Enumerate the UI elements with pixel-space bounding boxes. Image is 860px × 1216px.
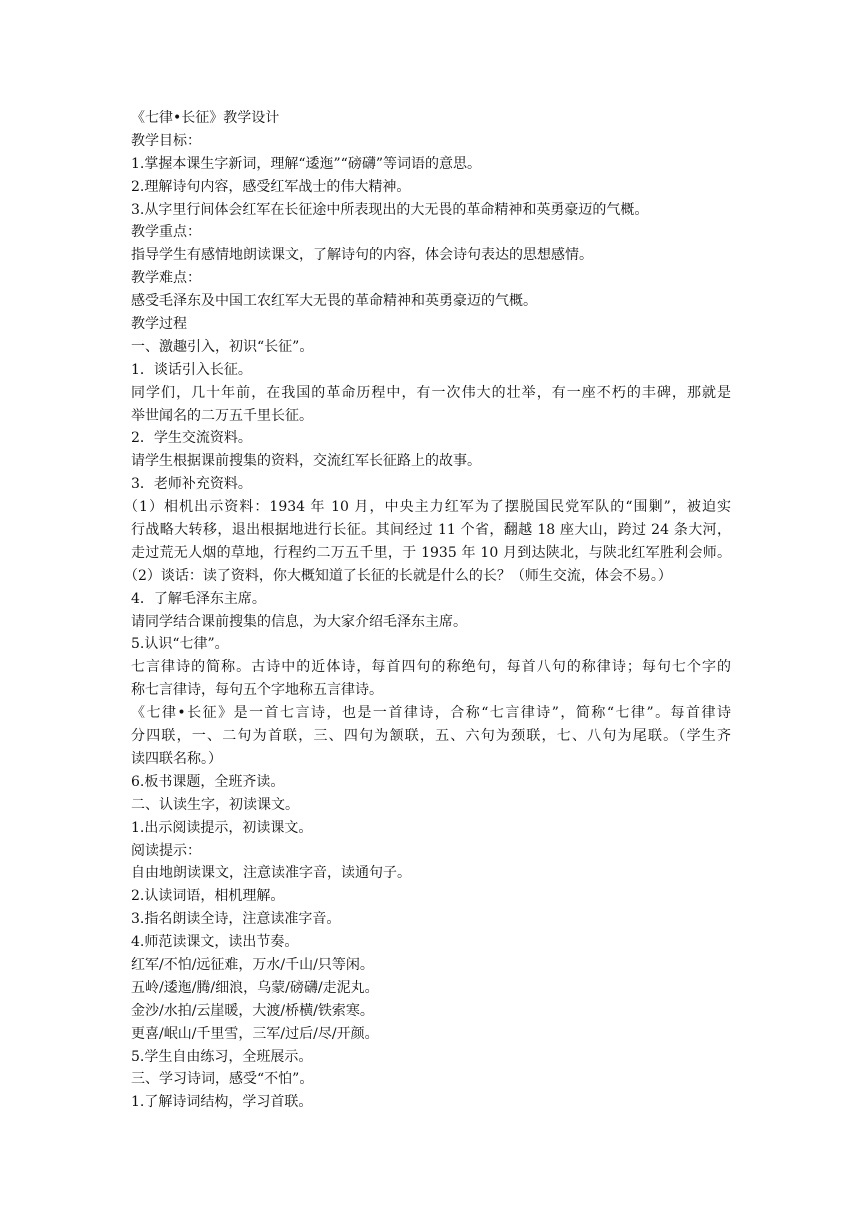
- subsection-heading: 三、学习诗词，感受“不怕”。: [131, 1071, 314, 1088]
- paragraph-line: 3．老师补充资料。: [131, 476, 252, 493]
- section-heading-process: 教学过程: [131, 316, 187, 333]
- paragraph-line: 自由地朗读课文，注意读准字音，读通句子。: [131, 865, 411, 882]
- document-title: 《七律•长征》教学设计: [131, 110, 280, 126]
- document-body: [124, 107, 731, 1114]
- paragraph-line: 3.指名朗读全诗，注意读准字音。: [131, 911, 341, 928]
- paragraph-line: 走过荒无人烟的草地，行程约二万五千里，于 1935 年 10 月到达陕北，与陕北红军胜利会师。: [131, 544, 731, 561]
- paragraph-line: 行战略大转移，退出根据地进行长征。其间经过 11 个省，翻越 18 座大山，跨过 24 条大河，: [131, 522, 731, 539]
- paragraph-line: 指导学生有感情地朗读课文，了解诗句的内容，体会诗句表达的思想感情。: [131, 247, 593, 264]
- paragraph-line: 1.出示阅读提示，初读课文。: [131, 819, 313, 836]
- paragraph-line: 《七律•长征》是一首七言诗，也是一首律诗，合称“七言律诗”，简称“七律”。每首律诗: [131, 705, 731, 722]
- subsection-heading: 二、认读生字，初读课文。: [131, 796, 299, 813]
- paragraph-line: 5.学生自由练习，全班展示。: [131, 1048, 313, 1065]
- poem-line: 五岭/逶迤/腾/细浪，乌蒙/磅礴/走泥丸。: [131, 979, 379, 996]
- paragraph-line: 6.板书课题，全班齐读。: [131, 773, 285, 790]
- paragraph-line: 2．学生交流资料。: [131, 430, 252, 447]
- paragraph-line: 请同学结合课前搜集的信息，为大家介绍毛泽东主席。: [131, 613, 467, 630]
- poem-line: 红军/不怕/远征难，万水/千山/只等闲。: [131, 956, 374, 973]
- paragraph-line: 感受毛泽东及中国工农红军大无畏的革命精神和英勇豪迈的气概。: [131, 293, 537, 310]
- paragraph-line: （2）谈话：读了资料，你大概知道了长征的长就是什么的长？（师生交流，体会不易。）: [124, 567, 672, 584]
- paragraph-line: 4．了解毛泽东主席。: [131, 590, 266, 607]
- paragraph-line: （1）相机出示资料：1934 年 10 月，中央主力红军为了摆脱国民党军队的“围剿”，被迫实: [124, 499, 731, 516]
- section-heading-objectives: 教学目标：: [131, 132, 201, 149]
- paragraph-line: 3.从字里行间体会红军在长征途中所表现出的大无畏的革命精神和英勇豪迈的气概。: [131, 201, 649, 218]
- subsection-heading: 一、激趣引入，初识“长征”。: [131, 338, 314, 355]
- paragraph-line: 1.了解诗词结构，学习首联。: [131, 1094, 313, 1111]
- paragraph-line: 1．谈话引入长征。: [131, 361, 252, 378]
- paragraph-line: 阅读提示：: [131, 842, 201, 859]
- poem-line: 更喜/岷山/千里雪，三军/过后/尽/开颜。: [131, 1025, 379, 1042]
- paragraph-line: 同学们，几十年前，在我国的革命历程中，有一次伟大的壮举，有一座不朽的丰碑，那就是: [131, 384, 731, 401]
- poem-line: 金沙/水拍/云崖暖，大渡/桥横/铁索寒。: [131, 1002, 374, 1019]
- paragraph-line: 称七言律诗，每句五个字地称五言律诗。: [131, 682, 383, 699]
- paragraph-line: 分四联，一、二句为首联，三、四句为颔联，五、六句为颈联，七、八句为尾联。（学生齐: [131, 728, 731, 745]
- paragraph-line: 1.掌握本课生字新词，理解“逶迤”“磅礴”等词语的意思。: [131, 155, 481, 172]
- paragraph-line: 七言律诗的简称。古诗中的近体诗，每首四句的称绝句，每首八句的称律诗；每句七个字的: [131, 659, 731, 676]
- paragraph-line: 2.理解诗句内容，感受红军战士的伟大精神。: [131, 178, 411, 195]
- paragraph-line: 5.认识“七律”。: [131, 636, 229, 653]
- section-heading-difficulties: 教学难点：: [131, 270, 201, 287]
- paragraph-line: 2.认读词语，相机理解。: [131, 888, 285, 905]
- paragraph-line: 4.师范读课文，读出节奏。: [131, 934, 299, 951]
- section-heading-key-points: 教学重点：: [131, 224, 201, 241]
- paragraph-line: 请学生根据课前搜集的资料，交流红军长征路上的故事。: [131, 453, 481, 470]
- paragraph-line: 举世闻名的二万五千里长征。: [131, 407, 313, 424]
- paragraph-line: 读四联名称。）: [131, 750, 222, 767]
